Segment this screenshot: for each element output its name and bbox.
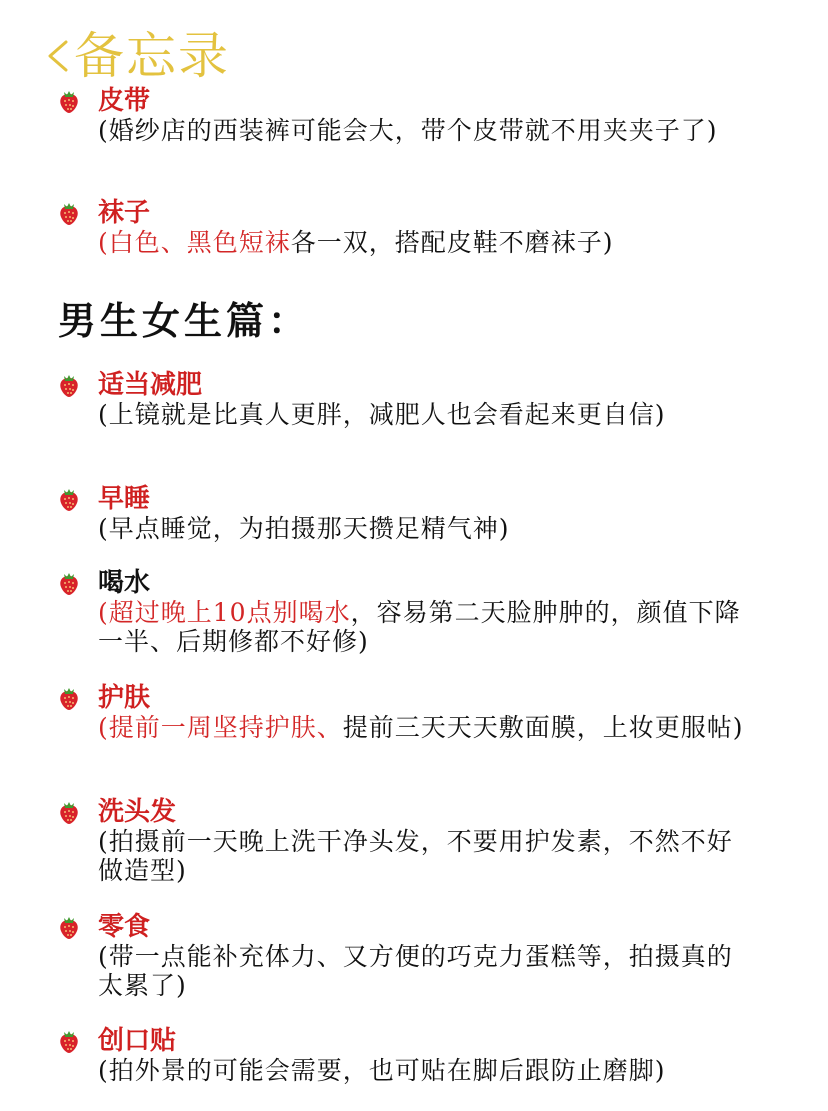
item-title: 创口贴 [98, 1026, 177, 1056]
list-item [56, 198, 776, 257]
strawberry-icon [56, 799, 82, 825]
item-title: 洗头发 [98, 797, 177, 827]
item-description: (超过晚上10点别喝水，容易第二天脸肿肿的，颜值下降一半、后期修都不好修) [98, 598, 741, 656]
item-title: 早睡 [98, 484, 151, 514]
item-title: 喝水 [98, 568, 151, 598]
chevron-left-icon [44, 36, 70, 76]
item-title: 适当减肥 [98, 370, 203, 400]
strawberry-icon [56, 1028, 82, 1054]
list-item [56, 484, 776, 543]
list-item [56, 86, 776, 145]
item-description: (上镜就是比真人更胖，减肥人也会看起来更自信) [98, 400, 666, 429]
list-item [56, 568, 776, 656]
item-description: (早点睡觉，为拍摄那天攒足精气神) [98, 514, 510, 543]
strawberry-icon [56, 200, 82, 226]
list-item [56, 683, 776, 742]
item-description: (提前一周坚持护肤、提前三天天天敷面膜，上妆更服帖) [98, 713, 744, 742]
item-description: (婚纱店的西装裤可能会大，带个皮带就不用夹夹子了) [98, 116, 718, 145]
page-title: 备忘录 [74, 27, 230, 85]
item-description: (带一点能补充体力、又方便的巧克力蛋糕等，拍摄真的太累了) [98, 942, 733, 1000]
item-description: (拍摄前一天晚上洗干净头发，不要用护发素，不然不好做造型) [98, 827, 733, 885]
list-item [56, 1026, 776, 1085]
strawberry-icon [56, 372, 82, 398]
strawberry-icon [56, 570, 82, 596]
back-button[interactable] [44, 24, 230, 88]
strawberry-icon [56, 914, 82, 940]
strawberry-icon [56, 685, 82, 711]
item-title: 袜子 [98, 198, 151, 228]
item-title: 皮带 [98, 86, 151, 116]
strawberry-icon [56, 88, 82, 114]
list-item [56, 370, 776, 429]
section-heading: 男生女生篇： [58, 298, 311, 343]
list-item [56, 797, 776, 885]
strawberry-icon [56, 486, 82, 512]
item-title: 护肤 [98, 683, 151, 713]
item-description: (拍外景的可能会需要，也可贴在脚后跟防止磨脚) [98, 1056, 666, 1085]
item-title: 零食 [98, 912, 151, 942]
list-item [56, 912, 776, 1000]
item-description: (白色、黑色短袜各一双，搭配皮鞋不磨袜子) [98, 228, 614, 257]
